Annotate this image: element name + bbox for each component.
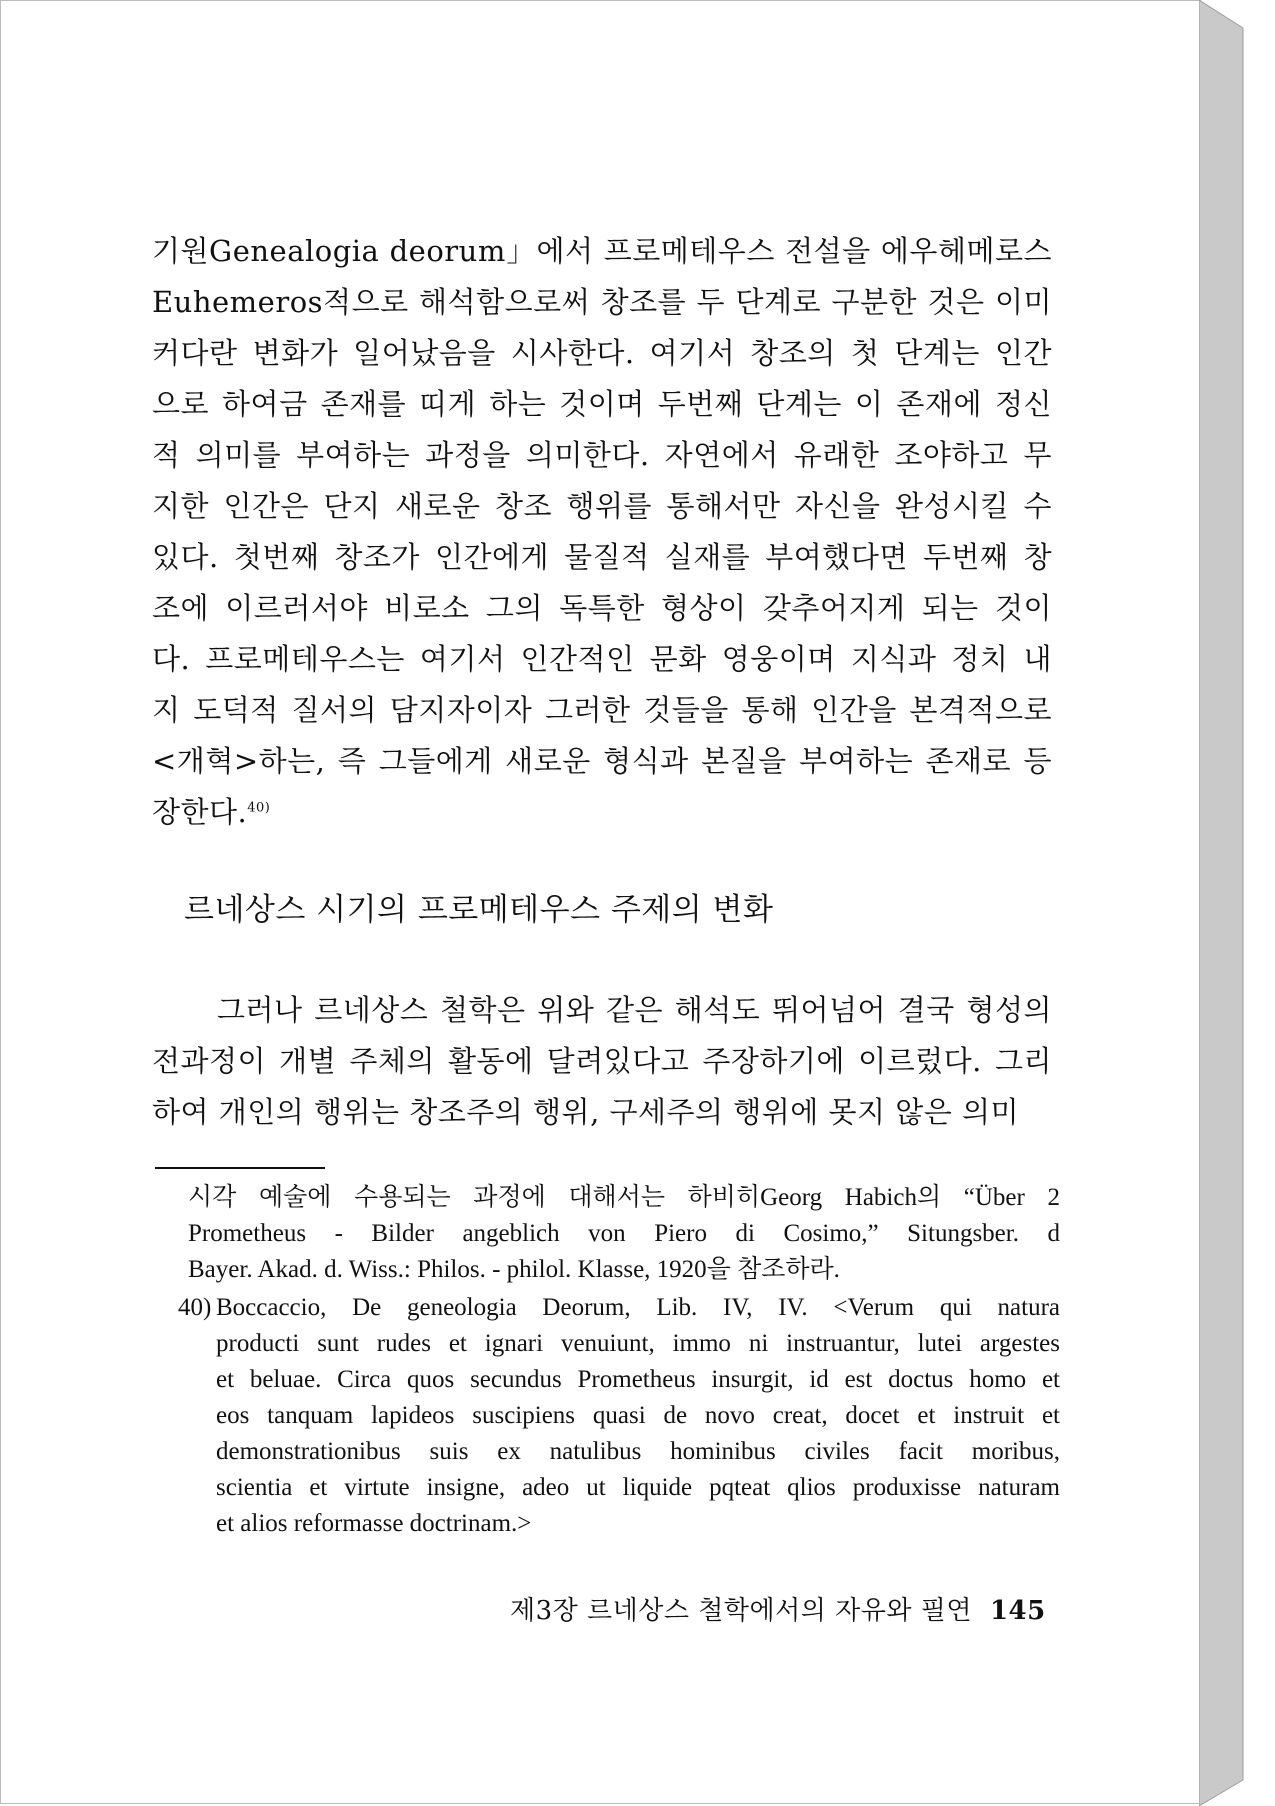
- body-paragraph-2: [152, 985, 1052, 1138]
- footnote-ref: 40): [247, 800, 271, 816]
- text-line: <개혁>하는, 즉 그들에게 새로운 형식과 본질을 부여하는 존재로 등: [152, 744, 1052, 778]
- section-heading: 르네상스 시기의 프로메테우스 주제의 변화: [184, 892, 774, 928]
- text-line: 다. 프로메테우스는 여기서 인간적인 문화 영웅이며 지식과 정치 내: [152, 642, 1052, 676]
- text-line: scientia et virtute insigne, adeo ut liquide pqteat qlios produxisse naturam: [216, 1474, 1060, 1501]
- text-line: Prometheus - Bilder angeblich von Piero di Cosimo,” Situngsber. d: [188, 1220, 1060, 1247]
- footnote-rule: [155, 1167, 325, 1169]
- text-line: 적 의미를 부여하는 과정을 의미한다. 자연에서 유래한 조야하고 무: [152, 438, 1052, 472]
- footnote-40: [178, 1290, 1060, 1542]
- body-paragraph-1: [152, 226, 1052, 838]
- footnote-39-continued: [188, 1180, 1060, 1288]
- chapter-title: 제3장 르네상스 철학에서의 자유와 필연: [510, 1596, 972, 1626]
- text-line: 조에 이르러서야 비로소 그의 독특한 형상이 갖추어지게 되는 것이: [152, 591, 1052, 625]
- text-line: Euhemeros적으로 해석함으로써 창조를 두 단계로 구분한 것은 이미: [152, 285, 1052, 319]
- text-line: Boccaccio, De geneologia Deorum, Lib. IV, IV. <Verum qui natura: [216, 1294, 1060, 1321]
- text-line: eos tanquam lapideos suscipiens quasi de novo creat, docet et instruit et: [216, 1402, 1060, 1429]
- text-line: 으로 하여금 존재를 띠게 하는 것이며 두번째 단계는 이 존재에 정신: [152, 387, 1052, 421]
- text-line: 지 도덕적 질서의 담지자이자 그러한 것들을 통해 인간을 본격적으로: [152, 693, 1052, 727]
- text-line: 전과정이 개별 주체의 활동에 달려있다고 주장하기에 이르렀다. 그리: [152, 1044, 1052, 1078]
- text-line: 지한 인간은 단지 새로운 창조 행위를 통해서만 자신을 완성시킬 수: [152, 489, 1052, 523]
- text-line: demonstrationibus suis ex natulibus hominibus civiles facit moribus,: [216, 1438, 1060, 1465]
- text-line: 그러나 르네상스 철학은 위와 같은 해석도 뛰어넘어 결국 형성의: [217, 993, 1052, 1027]
- footnote-number: 40): [178, 1294, 212, 1321]
- text-line: Bayer. Akad. d. Wiss.: Philos. - philol. Klasse, 1920을 참조하라.: [188, 1256, 840, 1283]
- text-line: 있다. 첫번째 창조가 인간에게 물질적 실재를 부여했다면 두번째 창: [152, 540, 1052, 574]
- text-line: et alios reformasse doctrinam.>: [216, 1510, 532, 1537]
- text-line: 커다란 변화가 일어났음을 시사한다. 여기서 창조의 첫 단계는 인간: [152, 336, 1052, 370]
- page-edge-shadow: [1199, 0, 1245, 1806]
- text-line: 시각 예술에 수용되는 과정에 대해서는 하비히Georg Habich의 “Über 2: [188, 1184, 1060, 1211]
- text-line: 하여 개인의 행위는 창조주의 행위, 구세주의 행위에 못지 않은 의미: [152, 1095, 1020, 1129]
- text-line: et beluae. Circa quos secundus Prometheus insurgit, id est doctus homo et: [216, 1366, 1060, 1393]
- running-footer: [510, 1590, 1046, 1627]
- text-line: 기원Genealogia deorum」에서 프로메테우스 전설을 에우헤메로스: [152, 234, 1052, 268]
- page-number: 145: [989, 1596, 1046, 1626]
- text-line: producti sunt rudes et ignari venuiunt, immo ni instruantur, lutei argestes: [216, 1330, 1060, 1357]
- text-line: 장한다.$^{40)}$: [152, 795, 271, 829]
